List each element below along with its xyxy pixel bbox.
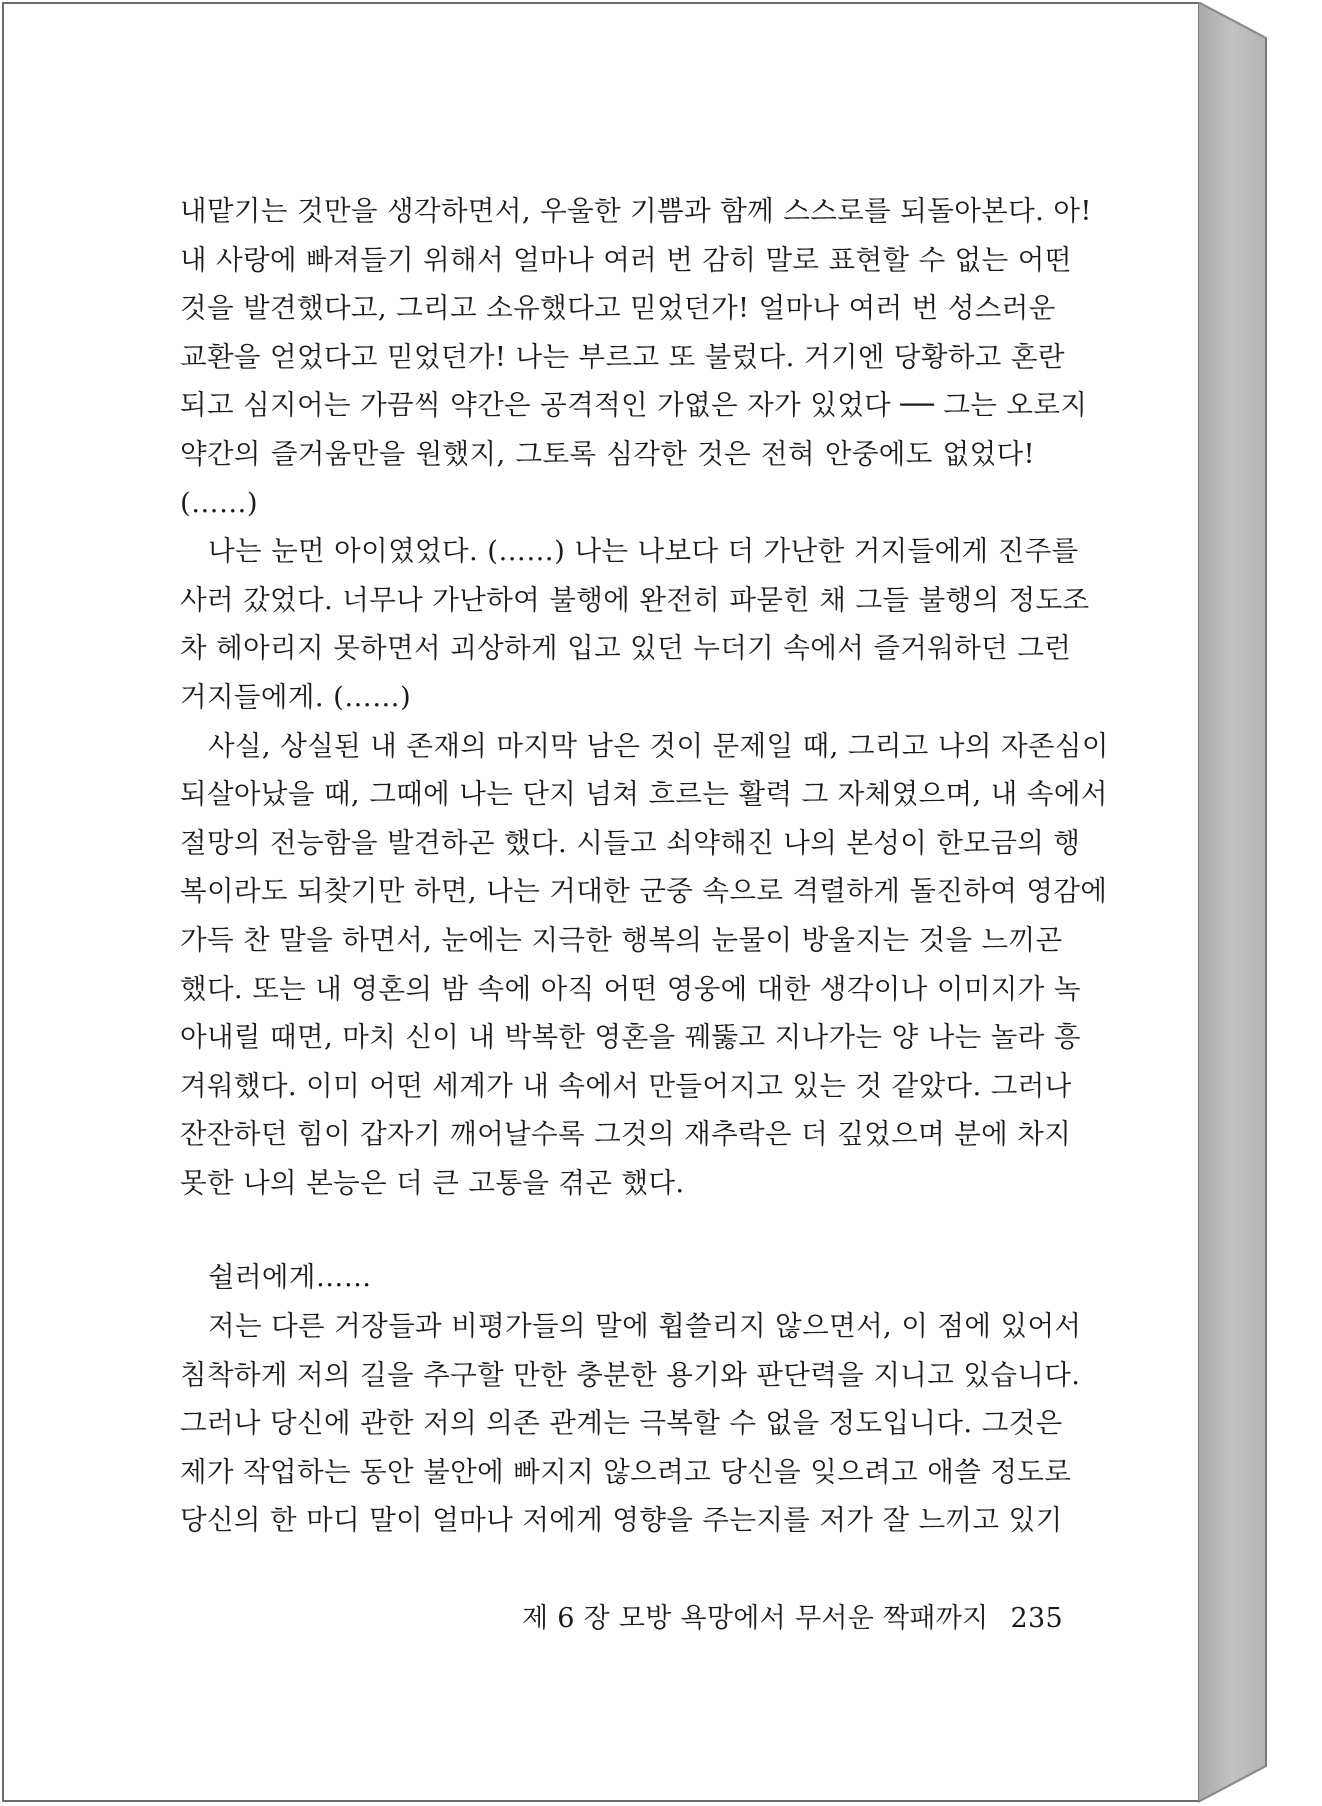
text-line: 했다. 또는 내 영혼의 밤 속에 아직 어떤 영웅에 대한 생각이나 이미지가 녹 [180, 972, 1081, 1005]
text-line: 되살아났을 때, 그때에 나는 단지 넘쳐 흐르는 활력 그 자체였으며, 내 속에서 [180, 778, 1108, 811]
letter-heading: 쉴러에게…… [208, 1261, 372, 1294]
text-line: 거지들에게. (……) [180, 680, 412, 713]
chapter-title: 제 6 장 모방 욕망에서 무서운 짝패까지 [522, 1603, 989, 1634]
text-line: 겨워했다. 이미 어떤 세계가 내 속에서 만들어지고 있는 것 같았다. 그러나 [180, 1069, 1072, 1102]
text-line: 잔잔하던 힘이 갑자기 깨어날수록 그것의 재추락은 더 깊었으며 분에 차지 [180, 1118, 1072, 1151]
text-line: 것을 발견했다고, 그리고 소유했다고 믿었던가! 얼마나 여러 번 성스러운 [180, 292, 1056, 325]
text-line: 가득 찬 말을 하면서, 눈에는 지극한 행복의 눈물이 방울지는 것을 느끼곤 [180, 923, 1063, 956]
text-line: 사러 갔었다. 너무나 가난하여 불행에 완전히 파묻힌 채 그들 불행의 정도조 [180, 583, 1090, 616]
text-line: 약간의 즐거움만을 원했지, 그토록 심각한 것은 전혀 안중에도 없었다! [180, 437, 1035, 470]
text-line: 나는 눈먼 아이였었다. (……) 나는 나보다 더 가난한 거지들에게 진주를 [208, 535, 1079, 568]
body-text [180, 187, 1109, 1545]
book-thickness-edge [1198, 2, 1322, 1804]
text-line: 제가 작업하는 동안 불안에 빠지지 않으려고 당신을 잊으려고 애쓸 정도로 [180, 1455, 1072, 1488]
text-line: 침착하게 저의 길을 추구할 만한 충분한 용기와 판단력을 지니고 있습니다. [180, 1358, 1081, 1391]
text-line: 복이라도 되찾기만 하면, 나는 거대한 군중 속으로 격렬하게 돌진하여 영감에 [180, 875, 1108, 908]
text-line: 사실, 상실된 내 존재의 마지막 남은 것이 문제일 때, 그리고 나의 자존심이 [208, 729, 1109, 762]
text-line: 저는 다른 거장들과 비평가들의 말에 휩쓸리지 않으면서, 이 점에 있어서 [208, 1310, 1082, 1343]
text-line: 못한 나의 본능은 더 큰 고통을 겪곤 했다. [180, 1166, 685, 1199]
text-line: 교환을 얻었다고 믿었던가! 나는 부르고 또 불렀다. 거기엔 당황하고 혼란 [180, 340, 1065, 373]
text-line: 내 사랑에 빠져들기 위해서 얼마나 여러 번 감히 말로 표현할 수 없는 어떤 [180, 243, 1072, 276]
section-gap [180, 1207, 1035, 1253]
running-footer [522, 1596, 1063, 1635]
text-line: 차 헤아리지 못하면서 괴상하게 입고 있던 누더기 속에서 즐거워하던 그런 [180, 632, 1072, 665]
text-line: 절망의 전능함을 발견하곤 했다. 시들고 쇠약해진 나의 본성이 한모금의 행 [180, 826, 1081, 859]
page-number: 235 [1010, 1603, 1063, 1634]
book-page [2, 2, 1198, 1802]
text-line: 내맡기는 것만을 생각하면서, 우울한 기쁨과 함께 스스로를 되돌아본다. 아! [180, 195, 1092, 227]
text-line: 당신의 한 마디 말이 얼마나 저에게 영향을 주는지를 저가 잘 느끼고 있기 [180, 1504, 1063, 1537]
text-line: 되고 심지어는 가끔씩 약간은 공격적인 가엾은 자가 있었다 ── 그는 오로지 [180, 389, 1088, 422]
text-line: (……) [180, 486, 259, 519]
text-line: 아내릴 때면, 마치 신이 내 박복한 영혼을 꿰뚫고 지나가는 양 나는 놀라 흥 [180, 1021, 1081, 1054]
text-line: 그러나 당신에 관한 저의 의존 관계는 극복할 수 없을 정도입니다. 그것은 [180, 1407, 1063, 1440]
